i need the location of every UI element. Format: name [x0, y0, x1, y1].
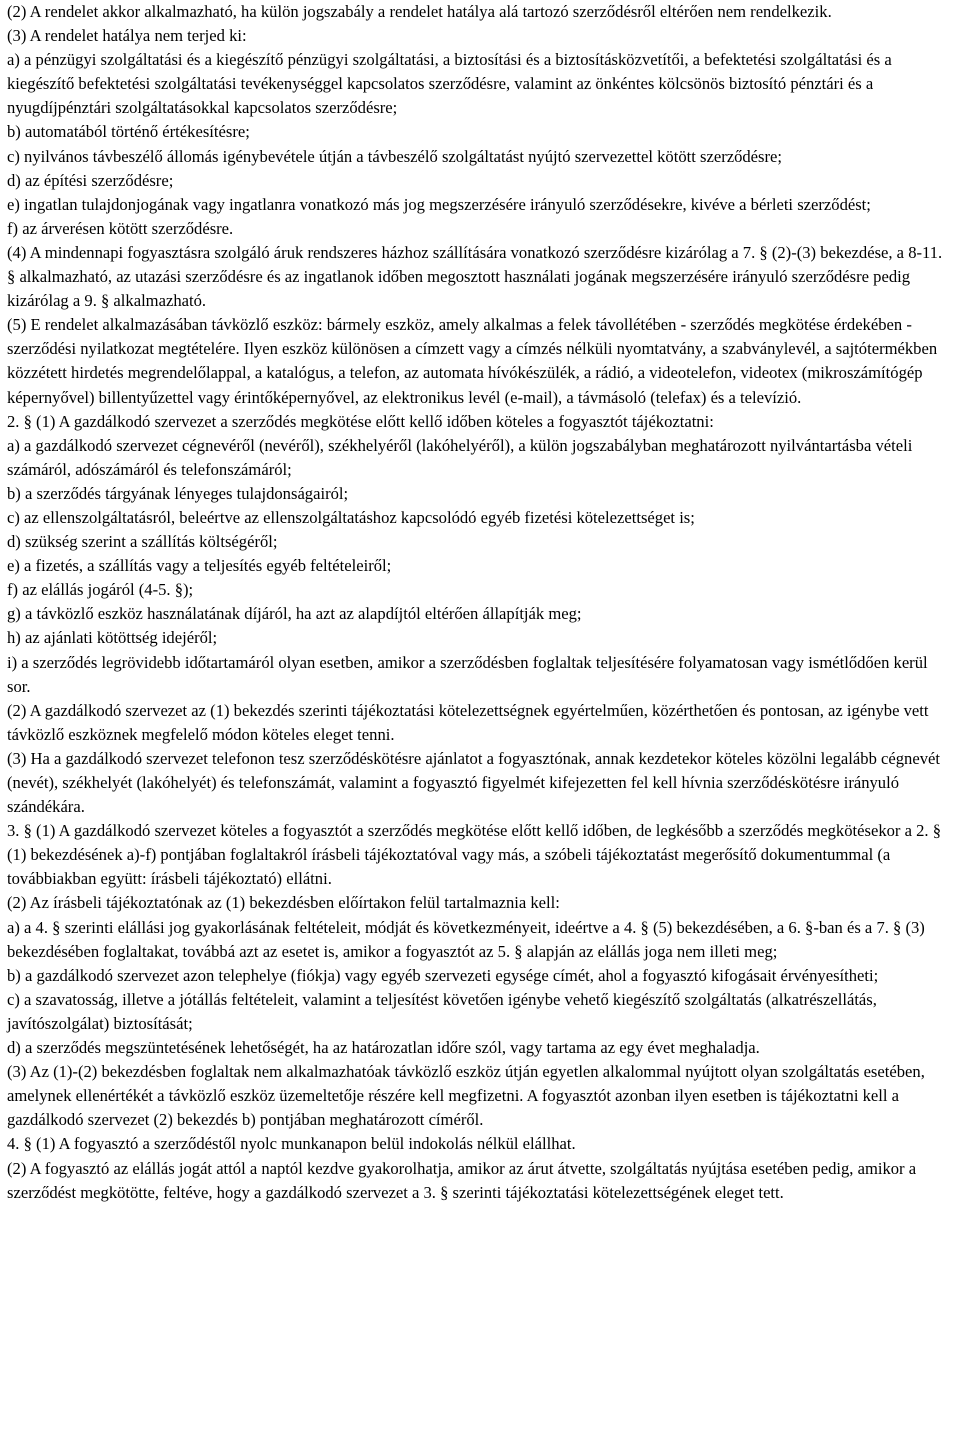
paragraph: b) a szerződés tárgyának lényeges tulajdonságairól;: [7, 483, 349, 503]
paragraph: (2) A fogyasztó az elállás jogát attól a naptól kezdve gyakorolhatja, amikor az árut átvette, szolgáltatás nyújtása esetében pedig, amikor a szerződést megkötötte, feltéve, hogy a gazdálkodó szervezet a 3. § szerinti tájékoztatási kötelezettségének eleget tett.: [7, 1158, 917, 1202]
paragraph: f) az elállás jogáról (4-5. §);: [7, 580, 194, 600]
paragraph: (2) A gazdálkodó szervezet az (1) bekezdés szerinti tájékoztatási kötelezettségnek egyértelműen, közérthetően és pontosan, az igénybe vett távközlő eszköznek megfelelő módon köteles eleget tenni.: [7, 700, 929, 744]
paragraph: (3) Az (1)-(2) bekezdésben foglaltak nem alkalmazhatóak távközlő eszköz útján egyetlen alkalommal nyújtott olyan szolgáltatás esetében, amelynek ellenértékét a távközlő eszköz üzemeltetője részére kell megfizetni. A fogyasztót azonban ilyen esetben is tájékoztatni kell a gazdálkodó szervezet (2) bekezdés b) pontjában meghatározott címéről.: [7, 1062, 925, 1130]
paragraph: (3) Ha a gazdálkodó szervezet telefonon tesz szerződéskötésre ajánlatot a fogyasztónak, annak kezdetekor köteles közölni legalább cégnevét (nevét), székhelyét (lakóhelyét) és telefonszámát, valamint a fogyasztó figyelmét kifejezetten fel kell hívnia szerződéskötésre irányuló szándékára.: [7, 748, 940, 817]
paragraph: d) a szerződés megszüntetésének lehetőségét, ha az határozatlan időre szól, vagy tartama az egy évet meghaladja.: [7, 1038, 760, 1058]
paragraph: a) a gazdálkodó szervezet cégnevéről (nevéről), székhelyéről (lakóhelyéről), a külön jogszabályban meghatározott nyilvántartásba vételi számáról, adószámáról és telefonszámáról;: [7, 435, 913, 479]
paragraph: (2) Az írásbeli tájékoztatónak az (1) bekezdésben előírtakon felül tartalmaznia kell:: [7, 893, 560, 913]
paragraph: (5) E rendelet alkalmazásában távközlő eszköz: bármely eszköz, amely alkalmas a felek távollétében - szerződés megkötése érdekében - szerződési nyilatkozat megtételére. Ilyen eszköz különösen a címzett vagy a címzés nélküli nyomtatvány, a szabványlevél, a sajtótermékben közzétett hirdetés megrendelőlappal, a katalógus, a telefon, az automata hívókészülék, a rádió, a videotelefon, videotex (mikroszámítógép képernyővel) billentyűzettel vagy érintőképernyővel, az elektronikus levél (e-mail), a távmásoló (telefax) és a televízió.: [7, 315, 938, 407]
paragraph: b) automatából történő értékesítésre;: [7, 122, 250, 142]
paragraph: e) a fizetés, a szállítás vagy a teljesítés egyéb feltételeiről;: [7, 556, 392, 576]
paragraph: i) a szerződés legrövidebb időtartamáról olyan esetben, amikor a szerződésben foglaltak teljesítésére folyamatosan vagy ismétlődően kerül sor.: [7, 652, 928, 696]
paragraph: e) ingatlan tulajdonjogának vagy ingatlanra vonatkozó más jog megszerzésére irányuló szerződésekre, kivéve a bérleti szerződést;: [7, 194, 871, 214]
paragraph: (2) A rendelet akkor alkalmazható, ha külön jogszabály a rendelet hatálya alá tartozó szerződésről eltérően nem rendelkezik.: [7, 2, 832, 21]
paragraph: c) nyilvános távbeszélő állomás igénybevétele útján a távbeszélő szolgáltatást nyújtó szervezettel kötött szerződésre;: [7, 146, 783, 166]
paragraph: h) az ajánlati kötöttség idejéről;: [7, 628, 218, 648]
paragraph: 4. § (1) A fogyasztó a szerződéstől nyolc munkanapon belül indokolás nélkül elállhat.: [7, 1134, 576, 1154]
paragraph: 3. § (1) A gazdálkodó szervezet köteles a fogyasztót a szerződés megkötése előtt kellő időben, de legkésőbb a szerződés megkötésekor a 2. § (1) bekezdésének a)-f) pontjában foglaltakról írásbeli tájékoztatóval vagy más, a szóbeli tájékoztatást megerősítő dokumentummal (a továbbiakban együtt: írásbeli tájékoztató) ellátni.: [7, 821, 941, 889]
paragraph: a) a 4. § szerinti elállási jog gyakorlásának feltételeit, módját és következményeit, ideértve a 4. § (5) bekezdésében, a 6. §-ban és a 7. § (3) bekezdésében foglaltakat, továbbá azt az esetet is, amikor a fogyasztót az 5. § alapján az elállás joga nem illeti meg;: [7, 917, 925, 961]
paragraph: c) a szavatosság, illetve a jótállás feltételeit, valamint a teljesítést követően igénybe vehető kiegészítő szolgáltatás (alkatrészellátás, javítószolgálat) biztosítását;: [7, 989, 877, 1033]
paragraph: d) szükség szerint a szállítás költségéről;: [7, 532, 278, 552]
paragraph: b) a gazdálkodó szervezet azon telephelye (fiókja) vagy egyéb szervezeti egysége címét, ahol a fogyasztó kifogásait érvényesítheti;: [7, 965, 879, 985]
paragraph: (3) A rendelet hatálya nem terjed ki:: [7, 26, 247, 46]
paragraph: g) a távközlő eszköz használatának díjáról, ha azt az alapdíjtól eltérően állapítják meg;: [7, 604, 582, 624]
paragraph: a) a pénzügyi szolgáltatási és a kiegészítő pénzügyi szolgáltatási, a biztosítási és a biztosításközvetítői, a befektetési szolgáltatási és a kiegészítő befektetési szolgáltatási tevékenységgel kapcsolatos szerződésre, valamint az önkéntes kölcsönös biztosító pénztári és a nyugdíjpénztári szolgáltatásokkal kapcsolatos szerződésre;: [7, 50, 892, 118]
paragraph: 2. § (1) A gazdálkodó szervezet a szerződés megkötése előtt kellő időben köteles a fogyasztót tájékoztatni:: [7, 411, 714, 431]
paragraph: c) az ellenszolgáltatásról, beleértve az ellenszolgáltatáshoz kapcsolódó egyéb fizetési kötelezettséget is;: [7, 507, 695, 527]
paragraph: (4) A mindennapi fogyasztásra szolgáló áruk rendszeres házhoz szállítására vonatkozó szerződésre kizárólag a 7. § (2)-(3) bekezdése, a 8-11. § alkalmazható, az utazási szerződésre és az ingatlanok időben megosztott használati jogának megszerzésére irányuló szerződésre pedig kizárólag a 9. § alkalmazható.: [7, 242, 943, 311]
paragraph: f) az árverésen kötött szerződésre.: [7, 218, 234, 238]
paragraph: d) az építési szerződésre;: [7, 170, 174, 190]
